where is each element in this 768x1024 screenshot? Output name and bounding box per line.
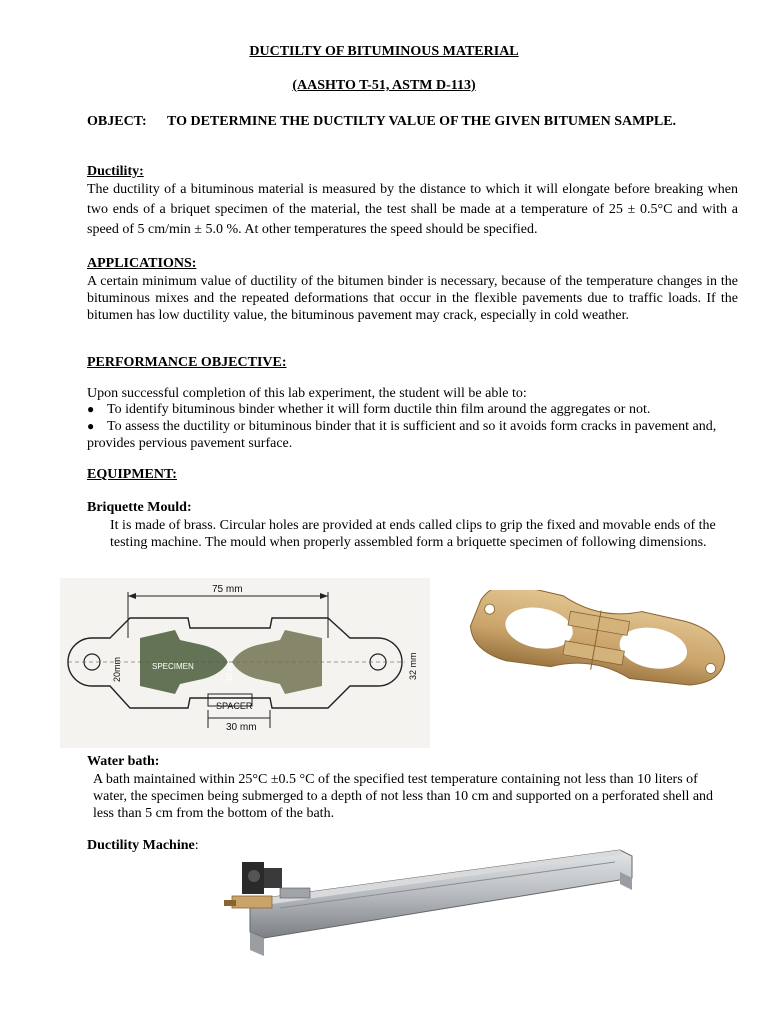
water-bath-text: A bath maintained within 25°C ±0.5 °C of the specified test temperature containing not less than 10 liters of water, the specimen being submerged to a depth of not less than 10 cm and supported on a perforated shell and less than 5 cm from the bottom of the bath. — [93, 772, 714, 821]
list-item: ● To assess the ductility or bituminous binder that it is sufficient and so it avoids form cracks in pavement and, provides pervious pavement surface. — [87, 419, 717, 451]
dim-spacer-label: 30 mm — [226, 722, 257, 733]
objective-section — [87, 112, 737, 131]
specimen-label: SPECIMEN — [152, 662, 194, 671]
objective-text: TO DETERMINE THE DUCTILTY VALUE OF THE GIVEN BITUMEN SAMPLE. — [167, 114, 677, 129]
document-title: DUCTILTY OF BITUMINOUS MATERIAL — [249, 44, 519, 59]
applications-heading: APPLICATIONS: — [87, 256, 197, 271]
performance-heading: PERFORMANCE OBJECTIVE: — [87, 355, 287, 370]
bullet-icon: ● — [87, 402, 95, 416]
spacer-label: SPACER — [216, 701, 253, 711]
bullet-icon: ● — [87, 419, 95, 433]
ductility-machine-photo — [220, 848, 640, 958]
list-item: ● To identify bituminous binder whether it will form ductile thin film around the aggregates or not. — [87, 402, 651, 417]
dim-length-label: 75 mm — [212, 584, 243, 595]
dim-width-left-label: 20mm — [112, 656, 122, 682]
mould-heading: Briquette Mould: — [87, 500, 192, 515]
briquette-mould-diagram — [60, 578, 430, 748]
dim-width-right-label: 32 mm — [408, 652, 418, 680]
equipment-heading: EQUIPMENT: — [87, 467, 177, 482]
performance-intro: Upon successful completion of this lab experiment, the student will be able to: — [87, 386, 527, 401]
mould-text: It is made of brass. Circular holes are provided at ends called clips to grip the fixed and movable ends of the testing machine. The mould when properly assembled form a briquette specimen of following dimensions. — [110, 518, 716, 550]
objective-label: OBJECT: — [87, 114, 147, 129]
dim-neck-label: 10 mm — [225, 657, 234, 682]
ductility-heading: Ductility: — [87, 164, 144, 179]
performance-bullets — [87, 401, 727, 452]
standards-reference: (AASHTO T-51, ASTM D-113) — [292, 78, 476, 93]
water-bath-heading: Water bath: — [87, 754, 160, 769]
brass-mould-photo — [455, 590, 735, 705]
applications-text: A certain minimum value of ductility of the bitumen binder is necessary, because of the temperature changes in the bituminous mixes and the repeated deformations that occur in the flexible pavements due to traffic loads. If the bitumen has low ductility value, the bituminous pavement may crack, especially in cold weather. — [87, 274, 738, 323]
ductility-text: The ductility of a bituminous material is measured by the distance to which it will elongate before breaking when two ends of a briquet specimen of the material, the test shall be made at a temperature of 25 ± 0.5°C and with a speed of 5 cm/min ± 5.0 %. At other temperatures the speed should be specified. — [87, 182, 738, 237]
machine-heading: Ductility Machine: — [87, 838, 199, 853]
